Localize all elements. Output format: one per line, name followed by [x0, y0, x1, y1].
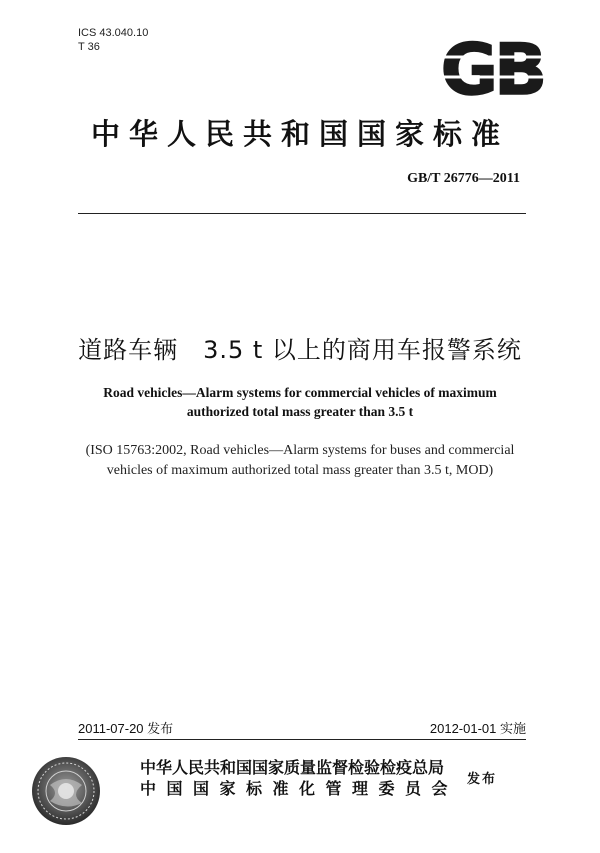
classification-block — [78, 26, 148, 54]
iso-reference — [0, 441, 600, 481]
class-code: T 36 — [78, 41, 100, 53]
anti-counterfeit-seal-icon — [30, 755, 102, 827]
gb-logo-icon — [425, 36, 560, 100]
issuer-sac: 中国国家标准化管理委员会 — [140, 779, 459, 798]
issuer-aqsiq: 中华人民共和国国家质量监督检验检疫总局 — [140, 758, 445, 777]
bottom-divider — [78, 739, 526, 740]
issue-date: 2011-07-20 发布 — [78, 721, 174, 736]
publish-label: 发布 — [467, 772, 498, 787]
ics-code: ICS 43.040.10 — [78, 27, 149, 39]
iso-reference-line-1: (ISO 15763:2002, Road vehicles—Alarm systems for buses and commercial — [85, 443, 515, 458]
english-title-line-1: Road vehicles—Alarm systems for commercial vehicles of maximum — [103, 385, 497, 400]
document-title-english — [0, 383, 600, 421]
issuing-authorities — [140, 757, 460, 799]
svg-text:GB: GB — [440, 36, 544, 100]
iso-reference-line-2: vehicles of maximum authorized total mass greater than 3.5 t, MOD) — [106, 463, 494, 478]
national-standard-title: 中华人民共和国国家标准 — [90, 117, 509, 151]
english-title-line-2: authorized total mass greater than 3.5 t — [186, 404, 414, 419]
top-divider — [78, 213, 526, 214]
document-title-chinese: 道路车辆 3.5 t 以上的商用车报警系统 — [78, 336, 522, 364]
implementation-date: 2012-01-01 实施 — [429, 721, 526, 736]
standard-number: GB/T 26776—2011 — [407, 171, 520, 186]
